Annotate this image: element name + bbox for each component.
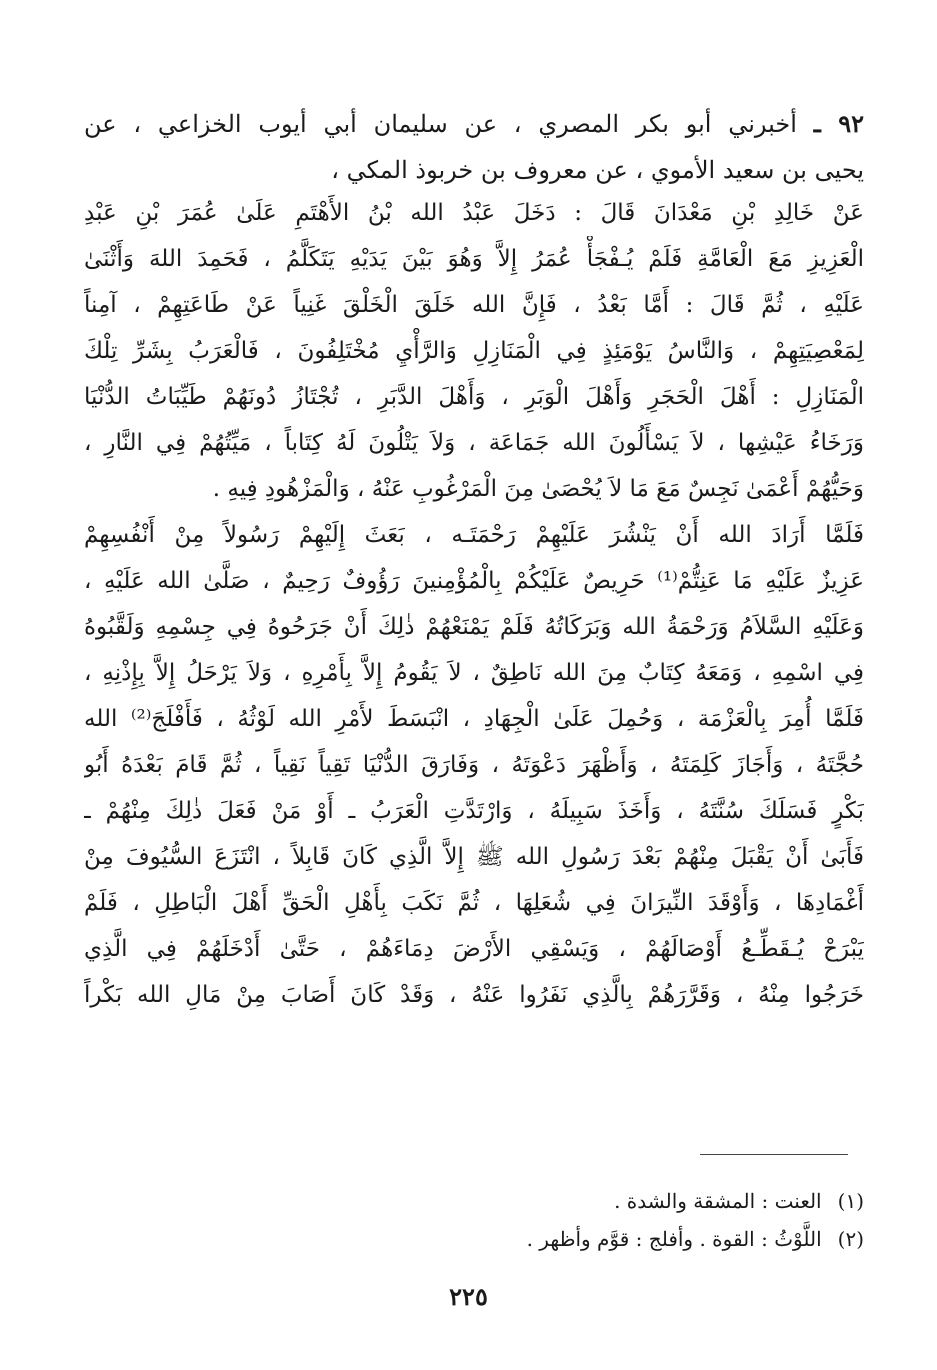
hadith-body bbox=[84, 190, 864, 1018]
hadith-number: ٩٢ ـ bbox=[813, 109, 864, 138]
isnad-line-1 bbox=[84, 100, 864, 147]
text-line: عَزِيزٌ عَلَيْهِ مَا عَنِتُّمْ⁽¹⁾ حَرِيصٌ عَلَيْكُمْ بِالْمُؤْمِنينَ رَؤُوفٌ رَحِيمٌ ، صَلَّىٰ الله عَلَيْهِ ، bbox=[84, 568, 864, 594]
paragraph-2 bbox=[84, 512, 864, 1018]
text-line: وَرَخَاءُ عَيْشِها ، لاَ يَسْأَلُونَ الله جَمَاعَة ، وَلاَ يَتْلُونَ لَهُ كِتَاباً ، مَيِّتُهُمْ فِي النَّارِ ، bbox=[84, 430, 864, 456]
isnad-line-1-text: أخبرني أبو بكر المصري ، عن سليمان أبي أيوب الخزاعي ، عن bbox=[84, 110, 797, 138]
text-line: وَحَيُّهُمْ أَعْمَىٰ نَجِسٌ مَعَ مَا لاَ يُحْصَىٰ مِنَ الْمَرْغُوبِ عَنْهُ ، وَالْمَزْهُودِ فِيهِ . bbox=[212, 476, 864, 502]
text-line: عَنْ خَالِدِ بْنِ مَعْدَانَ قَالَ : دَخَلَ عَبْدُ الله بْنُ الأَهْتَمِ عَلَىٰ عُمَرَ بْنِ عَبْدِ bbox=[84, 200, 864, 226]
text-line: الْعَزِيزِ مَعَ الْعَامَّةِ فَلَمْ يُـفْجَأْ عُمَرُ إِلاَّ وَهُوَ بَيْنَ يَدَيْهِ يَتَكَلَّمُ ، فَحَمِدَ اللهَ وَأَثْنَىٰ bbox=[84, 246, 864, 272]
text-line: خَرَجُوا مِنْهُ ، وَقَرَّرَهُمْ بِالَّذِي نَفَرُوا عَنْهُ ، وَقَدْ كَانَ أَصَابَ مِنْ مَالِ الله بَكْراً bbox=[84, 982, 864, 1008]
text-line: عَلَيْهِ ، ثُمَّ قَالَ : أَمَّا بَعْدُ ، فَإِنَّ الله خَلَقَ الْخَلْقَ غَنِياً عَنْ طَاعَتِهِمْ ، آمِناً bbox=[84, 292, 864, 318]
isnad-line-2: يحيى بن سعيد الأموي ، عن معروف بن خربوذ المكي ، bbox=[331, 156, 864, 184]
text-line: حُجَّتَهُ ، وَأَجَازَ كَلِمَتَهُ ، وَأَظْهَرَ دَعْوَتَهُ ، وَفَارَقَ الدُّنْيَا تَقِياً نَقِياً ، ثُمَّ قَامَ بَعْدَهُ أَبُو bbox=[84, 752, 864, 778]
text-line: يَبْرَحْ يُـقَطِّـعُ أَوْصَالَهُمْ ، وَيَسْقِي الأَرْضَ دِمَاءَهُمْ ، حَتَّىٰ أَدْخَلَهُمْ فِي الَّذِي bbox=[84, 936, 864, 962]
footnote-2 bbox=[300, 1220, 864, 1258]
footnote-divider bbox=[700, 1154, 848, 1155]
text-line: وَعَلَيْهِ السَّلاَمُ وَرَحْمَةُ الله وَبَرَكَاتُهُ فَلَمْ يَمْنَعْهُمْ ذٰلِكَ أَنْ جَرَحُوهُ فِي جِسْمِهِ وَلَقَّبُوهُ bbox=[84, 614, 864, 640]
text-line: الْمَنَازِلِ : أَهْلَ الْحَجَرِ وَأَهْلَ الْوَبَرِ ، وَأَهْلَ الدَّبَرِ ، تُجْتَازُ دُونَهُمْ طَيِّبَاتُ الدُّنْيَا bbox=[84, 384, 864, 410]
footnotes bbox=[300, 1182, 864, 1258]
paragraph-1 bbox=[84, 190, 864, 512]
footnote-text: العنت : المشقة والشدة . bbox=[614, 1189, 822, 1213]
text-line: فِي اسْمِهِ ، وَمَعَهُ كِتَابٌ مِنَ الله نَاطِقٌ ، لاَ يَقُومُ إِلاَّ بِأَمْرِهِ ، وَلاَ يَرْحَلُ إِلاَّ بِإِذْنِهِ ، bbox=[84, 660, 864, 686]
footnote-number: (١) bbox=[837, 1189, 864, 1213]
page-number: ٢٢٥ bbox=[449, 1282, 488, 1311]
text-line: أَغْمَادِهَا ، وَأَوْقَدَ النِّيرَانَ فِي شُعَلِهَا ، ثُمَّ نَكَبَ بِأَهْلِ الْحَقِّ أَهْلَ الْبَاطِلِ ، فَلَمْ bbox=[84, 890, 864, 916]
footnote-number: (٢) bbox=[837, 1227, 864, 1251]
text-line: فَلَمَّا أَرَادَ الله أَنْ يَنْشُرَ عَلَيْهِمْ رَحْمَتَـه ، بَعَثَ إِلَيْهِمْ رَسُولاً مِنْ أَنْفُسِهِمْ bbox=[84, 522, 864, 548]
text-line: فَلَمَّا أُمِرَ بِالْعَزْمَة ، وَحُمِلَ عَلَىٰ الْجِهَادِ ، انْبَسَطَ لأَمْرِ الله لَوْثُهُ ، فَأَفْلَجَ⁽²⁾ الله bbox=[84, 706, 864, 732]
text-line: فَأَبَىٰ أَنْ يَقْبَلَ مِنْهُمْ بَعْدَ رَسُولِ الله ﷺ إِلاَّ الَّذِي كَانَ قَابِلاً ، انْتَزَعَ السُّيُوفَ مِنْ bbox=[84, 844, 864, 870]
footnote-1 bbox=[300, 1182, 864, 1220]
text-line: بَكْرٍ فَسَلَكَ سُنَّتَهُ ، وَأَخَذَ سَبِيلَهُ ، وَارْتَدَّتِ الْعَرَبُ ـ أَوْ مَنْ فَعَلَ ذٰلِكَ مِنْهُمْ ـ bbox=[84, 798, 864, 824]
text-line: لِمَعْصِيَتِهِمْ ، وَالنَّاسُ يَوْمَئِذٍ فِي الْمَنَازِلِ وَالرَّأْيِ مُخْتَلِفُونَ ، فَالْعَرَبُ بِشَرِّ تِلْكَ bbox=[84, 338, 864, 364]
footnote-text: اللَّوْثُ : القوة . وأفلج : قوَّم وأظهر . bbox=[526, 1227, 822, 1251]
hadith-header bbox=[84, 100, 864, 194]
